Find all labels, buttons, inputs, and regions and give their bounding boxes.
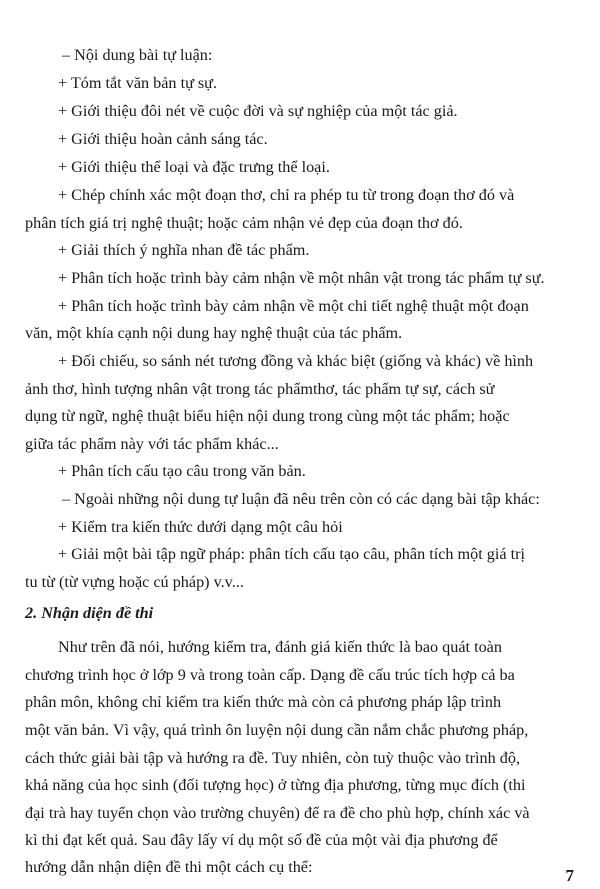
- text-line: – Nội dung bài tự luận:: [62, 46, 213, 64]
- text-line: khả năng của học sinh (đối tượng học) ở từng địa phương, từng mục đích (thi: [25, 776, 526, 794]
- text-line: kì thi đạt kết quả. Sau đây lấy ví dụ một số đề của một vài địa phương để: [25, 831, 498, 849]
- text-line: ảnh thơ, hình tượng nhân vật trong tác phẩmthơ, tác phẩm tự sự, cách sử: [25, 380, 495, 398]
- text-line: + Phân tích hoặc trình bày cảm nhận về một nhân vật trong tác phẩm tự sự.: [58, 269, 545, 287]
- text-line: phân tích giá trị nghệ thuật; hoặc cảm nhận vẻ đẹp của đoạn thơ đó.: [25, 214, 463, 232]
- text-line: chương trình học ở lớp 9 và trong toàn cấp. Dạng đề cấu trúc tích hợp cả ba: [25, 666, 515, 684]
- text-line: + Phân tích cấu tạo câu trong văn bản.: [58, 462, 306, 480]
- text-line: + Tóm tắt văn bản tự sự.: [58, 74, 218, 92]
- text-line: tu từ (từ vựng hoặc cú pháp) v.v...: [25, 573, 244, 591]
- text-line: + Phân tích hoặc trình bày cảm nhận về một chi tiết nghệ thuật một đoạn: [58, 297, 529, 315]
- text-line: giữa tác phẩm này với tác phẩm khác...: [25, 435, 279, 453]
- text-line: + Giải thích ý nghĩa nhan đề tác phẩm.: [58, 241, 310, 259]
- text-line: – Ngoài những nội dung tự luận đã nêu trên còn có các dạng bài tập khác:: [62, 490, 540, 508]
- text-line: dụng từ ngữ, nghệ thuật biểu hiện nội dung trong cùng một tác phẩm; hoặc: [25, 407, 510, 425]
- text-line: Như trên đã nói, hướng kiểm tra, đánh giá kiến thức là bao quát toàn: [58, 638, 502, 656]
- page-number: 7: [565, 866, 574, 885]
- text-line: + Giới thiệu hoàn cảnh sáng tác.: [58, 130, 268, 148]
- section-heading: 2. Nhận diện đề thi: [25, 604, 154, 622]
- text-line: một văn bản. Vì vậy, quá trình ôn luyện nội dung cần nắm chắc phương pháp,: [25, 721, 529, 739]
- text-line: văn, một khía cạnh nội dung hay nghệ thuật của tác phẩm.: [25, 324, 403, 342]
- text-line: phân môn, không chỉ kiểm tra kiến thức mà còn cả phương pháp lập trình: [25, 693, 502, 711]
- text-line: + Giải một bài tập ngữ pháp: phân tích cấu tạo câu, phân tích một giá trị: [58, 545, 525, 563]
- text-line: + Đối chiếu, so sánh nét tương đồng và khác biệt (giống và khác) về hình: [58, 352, 534, 370]
- text-line: + Kiểm tra kiến thức dưới dạng một câu hỏi: [58, 518, 343, 536]
- text-line: + Giới thiệu đôi nét về cuộc đời và sự nghiệp của một tác giả.: [58, 102, 458, 120]
- text-line: cách thức giải bài tập và hướng ra đề. Tuy nhiên, còn tuỳ thuộc vào trình độ,: [25, 749, 520, 767]
- text-line: + Giới thiệu thể loại và đặc trưng thể loại.: [58, 158, 330, 176]
- text-line: + Chép chính xác một đoạn thơ, chỉ ra phép tu từ trong đoạn thơ đó và: [58, 186, 515, 204]
- text-line: hướng dẫn nhận diện đề thi một cách cụ thể:: [25, 858, 313, 876]
- text-line: đại trà hay tuyển chọn vào trường chuyên) để ra đề cho phù hợp, chính xác và: [25, 804, 530, 822]
